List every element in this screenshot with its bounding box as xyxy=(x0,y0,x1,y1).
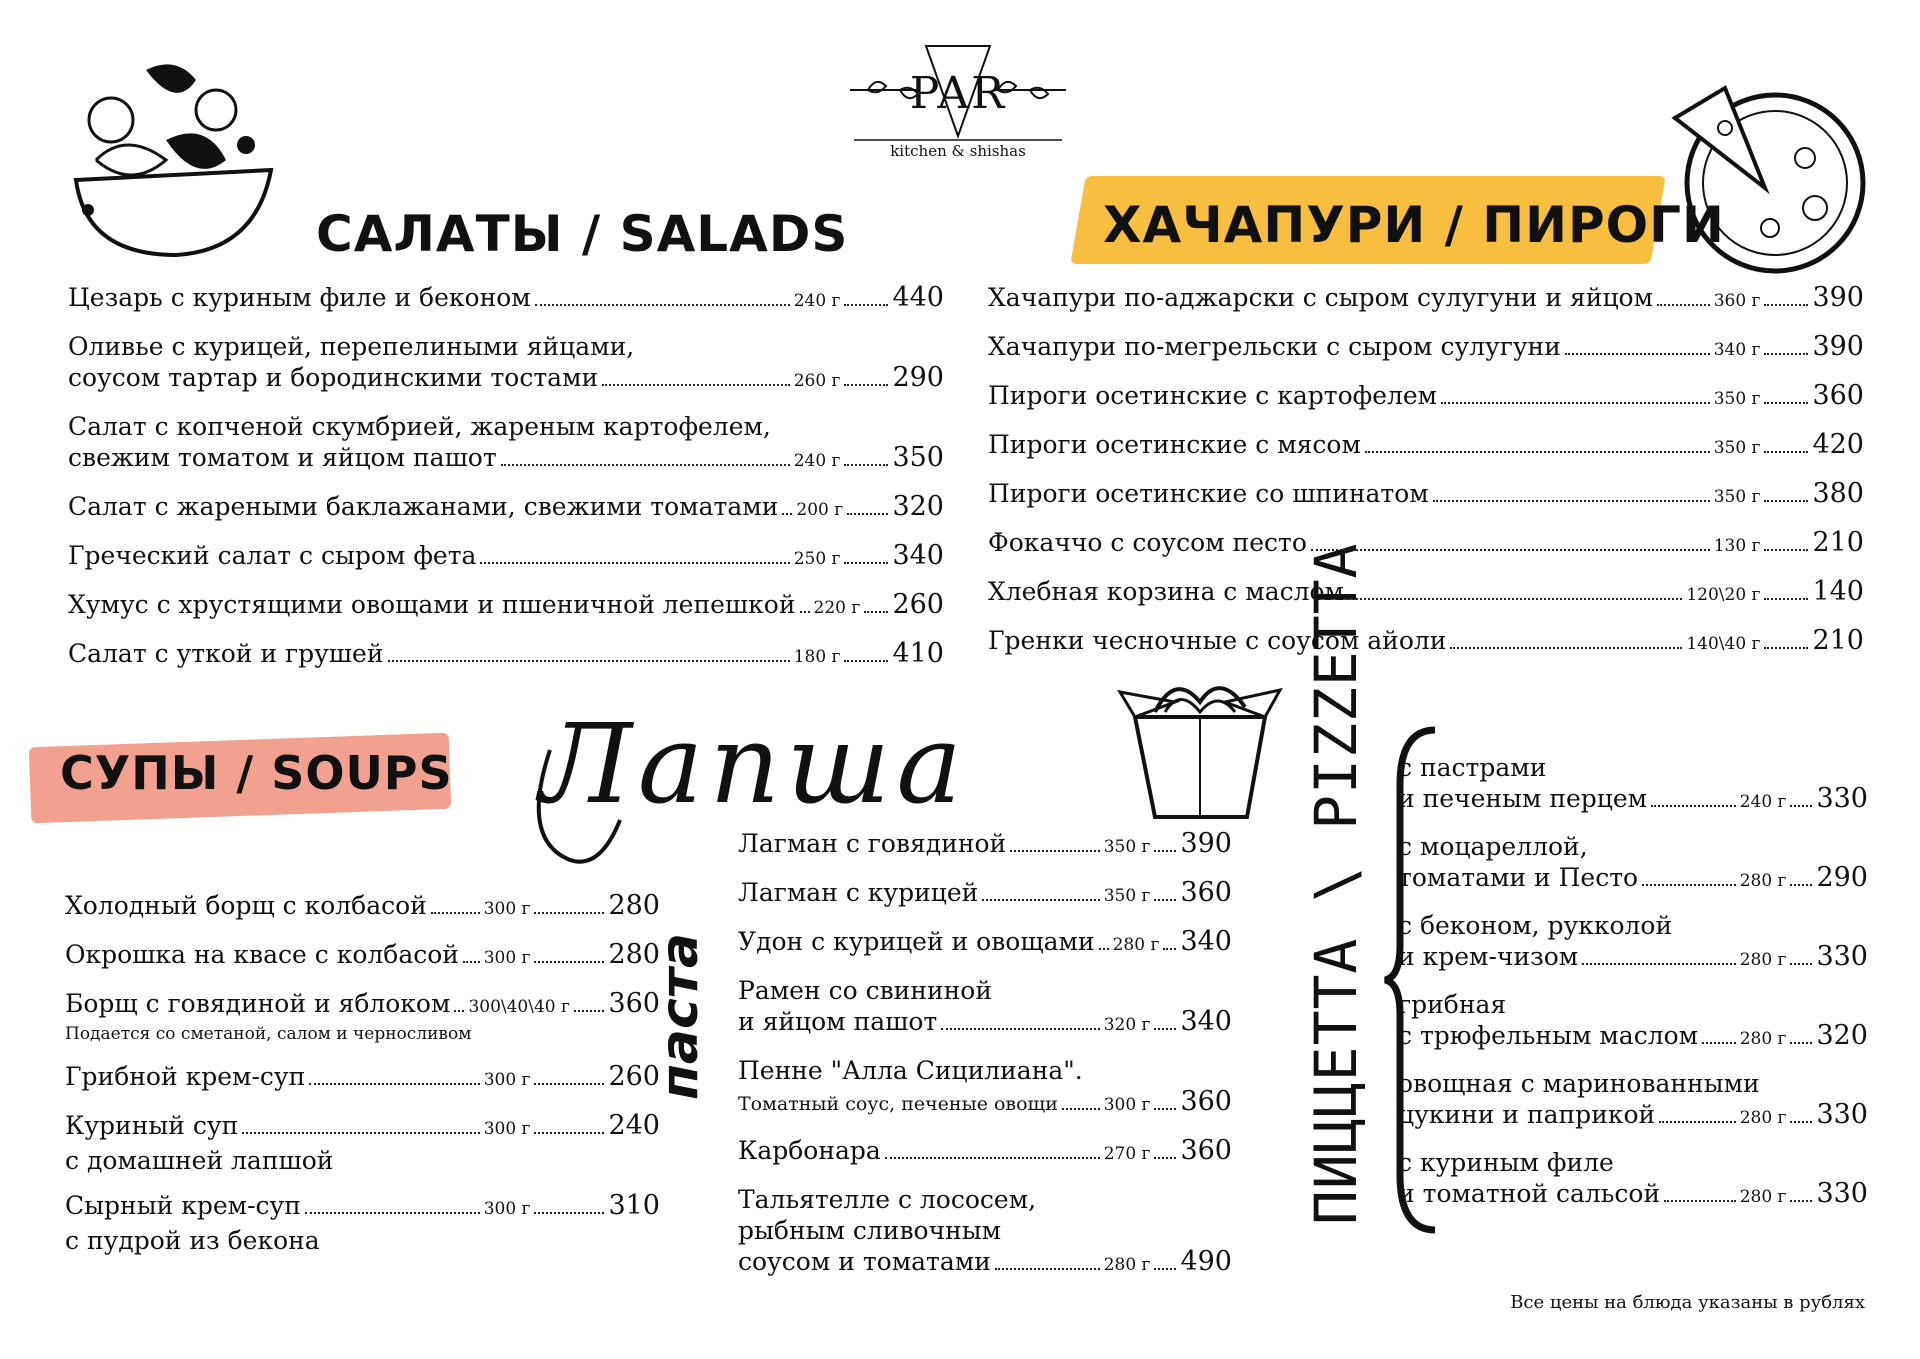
dot-leader xyxy=(1154,899,1176,901)
menu-item-price: 360 xyxy=(1180,1135,1232,1166)
menu-item-name: Окрошка на квасе с колбасой xyxy=(65,940,459,969)
dot-leader xyxy=(844,384,888,386)
menu-item-name: Оливье с курицей, перепелиными яйцами, xyxy=(68,332,635,361)
menu-item xyxy=(1398,752,1868,818)
dot-leader xyxy=(1790,1121,1812,1123)
dot-leader xyxy=(1099,948,1109,950)
menu-item-row xyxy=(988,625,1864,660)
dot-leader xyxy=(1642,884,1736,886)
menu-item-name: Сырный крем-суп xyxy=(65,1191,301,1220)
menu-item-price: 260 xyxy=(892,589,944,620)
menu-item-price: 420 xyxy=(1812,429,1864,460)
menu-item-row xyxy=(65,1061,660,1096)
menu-item-price: 380 xyxy=(1812,478,1864,509)
dot-leader xyxy=(1764,598,1808,600)
menu-item-price: 290 xyxy=(892,362,944,393)
menu-item xyxy=(738,926,1232,961)
noodle-box-icon xyxy=(1115,672,1285,822)
menu-item xyxy=(68,491,944,526)
menu-item-weight: 350 г xyxy=(1103,886,1151,906)
menu-item xyxy=(65,1061,660,1096)
menu-item-price: 280 xyxy=(608,890,660,921)
dot-leader xyxy=(431,912,480,914)
dot-leader xyxy=(534,1083,604,1085)
dot-leader xyxy=(602,384,789,386)
menu-item-name: Салат с жареными баклажанами, свежими томатами xyxy=(68,492,779,521)
dot-leader xyxy=(534,1212,604,1214)
menu-item-weight: 270 г xyxy=(1103,1144,1151,1164)
menu-item-weight: 300\40\40 г xyxy=(468,997,570,1017)
menu-item-weight: 320 г xyxy=(1103,1015,1151,1035)
menu-item-weight: 350 г xyxy=(1713,487,1761,507)
menu-item-row xyxy=(988,331,1864,366)
menu-item-row xyxy=(68,442,944,477)
dot-leader xyxy=(1010,850,1099,852)
menu-item-price: 330 xyxy=(1816,1178,1868,1209)
menu-item-note: Подается со сметаной, салом и черносливом xyxy=(65,1024,472,1044)
menu-item xyxy=(988,576,1864,611)
menu-item-name: Тальятелле с лососем, xyxy=(738,1185,1037,1214)
dot-leader xyxy=(1790,963,1812,965)
menu-item xyxy=(988,429,1864,464)
dot-leader xyxy=(463,961,480,963)
menu-item-name: Пироги осетинские с картофелем xyxy=(988,381,1438,410)
menu-item-row xyxy=(68,638,944,673)
menu-item-price: 330 xyxy=(1816,941,1868,972)
dot-leader xyxy=(454,1010,464,1012)
menu-item xyxy=(738,877,1232,912)
menu-item-name: Гренки чесночные с соусом айоли xyxy=(988,626,1447,655)
dot-leader xyxy=(574,1010,605,1012)
menu-item-row xyxy=(988,478,1864,513)
menu-item-weight: 240 г xyxy=(793,291,841,311)
logo-tagline: kitchen & shishas xyxy=(890,142,1026,160)
menu-item-price: 410 xyxy=(892,638,944,669)
menu-item-price: 490 xyxy=(1180,1246,1232,1277)
menu-item-weight: 120\20 г xyxy=(1686,585,1761,605)
menu-item-weight: 280 г xyxy=(1103,1255,1151,1275)
menu-item xyxy=(738,828,1232,863)
menu-item-name: Хумус с хрустящими овощами и пшеничной лепешкой xyxy=(68,590,796,619)
menu-item-row xyxy=(68,362,944,397)
menu-item xyxy=(68,589,944,624)
menu-item-row xyxy=(68,491,944,526)
menu-item-row xyxy=(988,576,1864,611)
menu-item-name: с домашней лапшой xyxy=(65,1146,334,1175)
menu-item-price: 260 xyxy=(608,1061,660,1092)
noodles-flourish xyxy=(530,740,650,870)
dot-leader xyxy=(1441,402,1710,404)
menu-item-name: Фокаччо с соусом песто xyxy=(988,528,1307,557)
dot-leader xyxy=(1764,402,1808,404)
menu-item-row xyxy=(65,1110,660,1145)
menu-item-weight: 300 г xyxy=(1103,1095,1151,1115)
dot-leader xyxy=(1154,1108,1176,1110)
menu-item-weight: 240 г xyxy=(793,451,841,471)
menu-item-name: Куриный суп xyxy=(65,1111,239,1140)
menu-item-row xyxy=(1398,941,1868,976)
dot-leader xyxy=(309,1083,479,1085)
menu-item-weight: 130 г xyxy=(1713,536,1761,556)
dot-leader xyxy=(1790,1200,1812,1202)
dot-leader xyxy=(995,1268,1100,1270)
menu-item xyxy=(738,1055,1232,1121)
dot-leader xyxy=(1163,948,1176,950)
menu-item xyxy=(988,527,1864,562)
dot-leader xyxy=(800,611,810,613)
menu-item-row xyxy=(68,282,944,317)
menu-item-name: соусом тартар и бородинскими тостами xyxy=(68,363,599,392)
dot-leader xyxy=(501,464,790,466)
menu-item xyxy=(738,975,1232,1041)
menu-item-name: с беконом, рукколой xyxy=(1398,911,1673,940)
dot-leader xyxy=(1764,451,1808,453)
dot-leader xyxy=(1154,1157,1176,1159)
menu-item-name: с трюфельным маслом xyxy=(1398,1021,1699,1050)
menu-item-row xyxy=(68,589,944,624)
menu-item-row xyxy=(1398,1178,1868,1213)
menu-item xyxy=(68,411,944,477)
menu-item-name: Холодный борщ с колбасой xyxy=(65,891,427,920)
pizzetta-title: ПИЦЦЕТТА \ PIZZETTA xyxy=(1302,542,1370,1225)
dot-leader xyxy=(1154,850,1176,852)
dot-leader xyxy=(480,562,789,564)
menu-item-row xyxy=(738,926,1232,961)
menu-item-row xyxy=(738,1246,1232,1281)
menu-item-row xyxy=(988,429,1864,464)
menu-item-row xyxy=(68,540,944,575)
menu-item-price: 340 xyxy=(892,540,944,571)
dot-leader xyxy=(1764,647,1808,649)
menu-item-weight: 350 г xyxy=(1713,438,1761,458)
dot-leader xyxy=(1790,884,1812,886)
menu-item-price: 240 xyxy=(608,1110,660,1141)
menu-item-name: Пироги осетинские со шпинатом xyxy=(988,479,1429,508)
menu-item-weight: 280 г xyxy=(1112,935,1160,955)
footer-note: Все цены на блюда указаны в рублях xyxy=(1510,1292,1865,1313)
dot-leader xyxy=(982,899,1099,901)
dot-leader xyxy=(1657,304,1710,306)
pasta-side-label: паста xyxy=(650,932,710,1100)
menu-item-name: Пироги осетинские с мясом xyxy=(988,430,1361,459)
dot-leader xyxy=(941,1028,1099,1030)
menu-item xyxy=(1398,1068,1868,1134)
dot-leader xyxy=(1565,353,1710,355)
menu-item-row xyxy=(738,1135,1232,1170)
menu-item xyxy=(65,1110,660,1176)
menu-item-weight: 360 г xyxy=(1713,291,1761,311)
dot-leader xyxy=(534,1132,604,1134)
menu-item-name: и печеным перцем xyxy=(1398,784,1648,813)
dot-leader xyxy=(1664,1200,1736,1202)
dot-leader xyxy=(1433,500,1710,502)
menu-item-name: Пенне "Алла Сицилиана". xyxy=(738,1056,1083,1085)
menu-item-name: с куриным филе xyxy=(1398,1148,1614,1177)
menu-item-row xyxy=(738,828,1232,863)
khachapuri-title: ХАЧАПУРИ / ПИРОГИ xyxy=(1103,196,1725,254)
menu-item-weight: 220 г xyxy=(813,598,861,618)
menu-item-weight: 280 г xyxy=(1739,950,1787,970)
menu-item xyxy=(68,331,944,397)
menu-item-price: 390 xyxy=(1812,282,1864,313)
dot-leader xyxy=(1154,1028,1176,1030)
menu-item-name: и яйцом пашот xyxy=(738,1007,938,1036)
menu-item xyxy=(1398,989,1868,1055)
dot-leader xyxy=(1062,1108,1100,1110)
dot-leader xyxy=(1764,304,1808,306)
menu-item-name: цукини и паприкой xyxy=(1398,1100,1656,1129)
menu-item xyxy=(68,282,944,317)
dot-leader xyxy=(885,1157,1100,1159)
dot-leader xyxy=(1790,805,1812,807)
menu-item-price: 310 xyxy=(608,1190,660,1221)
menu-item-name: с пастрами xyxy=(1398,753,1547,782)
dot-leader xyxy=(844,660,888,662)
menu-item xyxy=(68,540,944,575)
menu-item-row xyxy=(738,1006,1232,1041)
menu-item xyxy=(65,988,660,1045)
menu-item-weight: 200 г xyxy=(796,500,844,520)
menu-item-name: и крем-чизом xyxy=(1398,942,1579,971)
menu-item xyxy=(988,380,1864,415)
menu-item-weight: 140\40 г xyxy=(1686,634,1761,654)
dot-leader xyxy=(388,660,790,662)
menu-item-weight: 280 г xyxy=(1739,1029,1787,1049)
dot-leader xyxy=(1659,1121,1735,1123)
dot-leader xyxy=(844,464,888,466)
menu-item-weight: 260 г xyxy=(793,371,841,391)
menu-item-price: 290 xyxy=(1816,862,1868,893)
menu-item-price: 390 xyxy=(1180,828,1232,859)
menu-item-row xyxy=(988,527,1864,562)
menu-item-name: Салат с копченой скумбрией, жареным картофелем, xyxy=(68,412,771,441)
menu-item-name: Борщ с говядиной и яблоком xyxy=(65,989,451,1018)
dot-leader xyxy=(847,513,888,515)
dot-leader xyxy=(1365,451,1710,453)
dot-leader xyxy=(1311,549,1710,551)
menu-item-name: грибная xyxy=(1398,990,1507,1019)
menu-item-price: 360 xyxy=(1180,1086,1232,1117)
menu-item xyxy=(1398,1147,1868,1213)
menu-item-name: рыбным сливочным xyxy=(738,1216,1002,1245)
menu-item-name: с моцареллой, xyxy=(1398,832,1588,861)
noodles-title: Лапша xyxy=(540,700,968,828)
dot-leader xyxy=(844,304,888,306)
menu-item xyxy=(65,1190,660,1256)
menu-item xyxy=(988,331,1864,366)
salads-title: САЛАТЫ / SALADS xyxy=(316,205,849,263)
dot-leader xyxy=(1154,1268,1176,1270)
menu-item-price: 360 xyxy=(1180,877,1232,908)
menu-item-price: 360 xyxy=(1812,380,1864,411)
menu-item-row xyxy=(65,890,660,925)
menu-item-price: 210 xyxy=(1812,527,1864,558)
dot-leader xyxy=(534,961,604,963)
menu-item xyxy=(65,890,660,925)
menu-item-weight: 280 г xyxy=(1739,1108,1787,1128)
menu-item-name: Лагман с курицей xyxy=(738,878,979,907)
dot-leader xyxy=(1651,805,1736,807)
menu-item-weight: 300 г xyxy=(483,948,531,968)
menu-item xyxy=(988,282,1864,317)
logo xyxy=(838,38,1078,168)
menu-item xyxy=(738,1135,1232,1170)
menu-item xyxy=(1398,910,1868,976)
menu-item-weight: 280 г xyxy=(1739,871,1787,891)
dot-leader xyxy=(305,1212,480,1214)
logo-monogram: PAR xyxy=(909,68,1007,119)
dot-leader xyxy=(1790,1042,1812,1044)
menu-item-name: свежим томатом и яйцом пашот xyxy=(68,443,497,472)
menu-item-weight: 300 г xyxy=(483,1199,531,1219)
menu-item-row xyxy=(988,282,1864,317)
dot-leader xyxy=(1450,647,1682,649)
menu-item-name: Греческий салат с сыром фета xyxy=(68,541,477,570)
dot-leader xyxy=(782,513,792,515)
dot-leader xyxy=(535,304,790,306)
menu-item-row xyxy=(1398,783,1868,818)
menu-item xyxy=(65,939,660,974)
menu-item-price: 330 xyxy=(1816,1099,1868,1130)
menu-item-weight: 350 г xyxy=(1103,837,1151,857)
salad-bowl-icon xyxy=(66,50,281,260)
menu-item-row xyxy=(1398,1020,1868,1055)
menu-item-row xyxy=(65,939,660,974)
menu-item-name: с пудрой из бекона xyxy=(65,1226,320,1255)
menu-item-row xyxy=(65,1190,660,1225)
menu-item-weight: 350 г xyxy=(1713,389,1761,409)
menu-item-price: 390 xyxy=(1812,331,1864,362)
menu-item-name: Томатный соус, печеные овощи xyxy=(738,1093,1058,1115)
dot-leader xyxy=(864,611,888,613)
menu-item-price: 320 xyxy=(892,491,944,522)
menu-item-name: Хлебная корзина с маслом xyxy=(988,577,1344,606)
menu-item-row xyxy=(1398,862,1868,897)
menu-item-price: 360 xyxy=(608,988,660,1019)
menu-item-weight: 180 г xyxy=(793,647,841,667)
menu-item-name: томатами и Песто xyxy=(1398,863,1639,892)
menu-item-weight: 300 г xyxy=(483,899,531,919)
dot-leader xyxy=(1702,1042,1736,1044)
menu-item-weight: 240 г xyxy=(1739,792,1787,812)
menu-item-name: Грибной крем-суп xyxy=(65,1062,306,1091)
menu-item xyxy=(988,478,1864,513)
menu-item-name: Хачапури по-аджарски с сыром сулугуни и яйцом xyxy=(988,283,1654,312)
menu-item-weight: 280 г xyxy=(1739,1187,1787,1207)
dot-leader xyxy=(1764,353,1808,355)
dot-leader xyxy=(242,1132,479,1134)
menu-item-price: 350 xyxy=(892,442,944,473)
menu-item-price: 330 xyxy=(1816,783,1868,814)
menu-item-price: 440 xyxy=(892,282,944,313)
menu-item-row xyxy=(988,380,1864,415)
menu-item-name: Лагман с говядиной xyxy=(738,829,1007,858)
menu-item-weight: 250 г xyxy=(793,549,841,569)
dot-leader xyxy=(1764,500,1808,502)
soups-title: СУПЫ / SOUPS xyxy=(60,746,453,800)
menu-item-weight: 300 г xyxy=(483,1070,531,1090)
dot-leader xyxy=(844,562,888,564)
menu-item-price: 340 xyxy=(1180,1006,1232,1037)
menu-item-price: 280 xyxy=(608,939,660,970)
menu-item xyxy=(738,1184,1232,1281)
menu-item xyxy=(988,625,1864,660)
menu-item-name: овощная с маринованными xyxy=(1398,1069,1760,1098)
dot-leader xyxy=(1582,963,1735,965)
menu-item-price: 140 xyxy=(1812,576,1864,607)
menu-item-name: Удон с курицей и овощами xyxy=(738,927,1095,956)
menu-item-price: 320 xyxy=(1816,1020,1868,1051)
menu-item-name: Карбонара xyxy=(738,1136,881,1165)
menu-item-price: 340 xyxy=(1180,926,1232,957)
menu-item-row xyxy=(738,877,1232,912)
menu-item-name: Цезарь с куриным филе и беконом xyxy=(68,283,531,312)
dot-leader xyxy=(1764,549,1808,551)
menu-item-name: Хачапури по-мегрельски с сыром сулугуни xyxy=(988,332,1561,361)
menu-item xyxy=(1398,831,1868,897)
dot-leader xyxy=(534,912,604,914)
menu-item-name: Рамен со свининой xyxy=(738,976,993,1005)
menu-item-row xyxy=(65,988,660,1023)
menu-item-weight: 300 г xyxy=(483,1119,531,1139)
menu-item-price: 210 xyxy=(1812,625,1864,656)
menu-item-name: соусом и томатами xyxy=(738,1247,991,1276)
menu-item-weight: 340 г xyxy=(1713,340,1761,360)
menu-item-name: и томатной сальсой xyxy=(1398,1179,1661,1208)
menu-item xyxy=(68,638,944,673)
menu-item-row xyxy=(1398,1099,1868,1134)
menu-item-row xyxy=(738,1086,1232,1121)
dot-leader xyxy=(1348,598,1682,600)
menu-item-name: Салат с уткой и грушей xyxy=(68,639,384,668)
